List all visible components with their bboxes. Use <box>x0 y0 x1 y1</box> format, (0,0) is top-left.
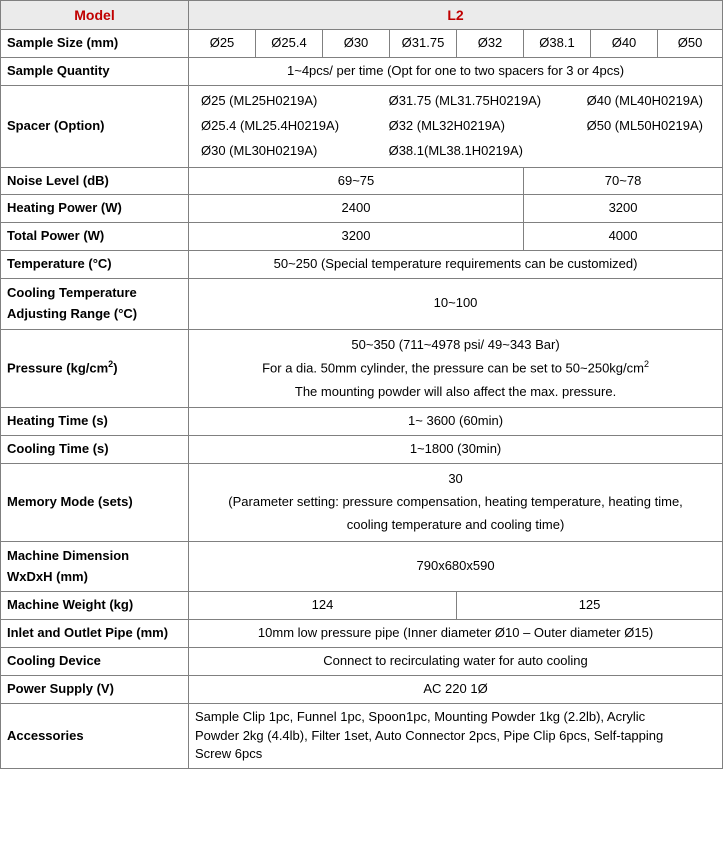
machine-dimension-label <box>1 541 189 592</box>
spacer-label: Spacer (Option) <box>1 85 189 167</box>
spacer-item-3: Ø30 (ML30H0219A) <box>201 142 318 158</box>
memory-mode-value-cell <box>189 464 723 542</box>
total-power-label: Total Power (W) <box>1 223 189 251</box>
pressure-line-2-superscript: 2 <box>643 359 649 370</box>
model-value: L2 <box>189 1 723 30</box>
cooling-temperature-label-line2: Adjusting Range (°C) <box>7 305 138 321</box>
inlet-outlet-pipe-label: Inlet and Outlet Pipe (mm) <box>1 620 189 648</box>
table-row-spacer <box>1 85 723 167</box>
table-row-power-supply <box>1 675 723 703</box>
table-row-sample-quantity <box>1 58 723 86</box>
spacer-item-7: Ø40 (ML40H0219A) <box>586 92 703 108</box>
heating-time-label: Heating Time (s) <box>1 408 189 436</box>
sample-size-value-2: Ø25.4 <box>256 30 323 58</box>
temperature-value: 50~250 (Special temperature requirements can be customized) <box>189 251 723 279</box>
noise-level-value-left: 69~75 <box>189 167 524 195</box>
sample-quantity-label: Sample Quantity <box>1 58 189 86</box>
heating-power-value-left: 2400 <box>189 195 524 223</box>
cooling-time-label: Cooling Time (s) <box>1 436 189 464</box>
sample-size-value-6: Ø38.1 <box>524 30 591 58</box>
machine-dimension-label-line2: WxDxH (mm) <box>7 568 88 584</box>
table-row-cooling-device <box>1 648 723 676</box>
table-row-heating-time <box>1 408 723 436</box>
spacer-item-8: Ø50 (ML50H0219A) <box>586 117 703 133</box>
accessories-label: Accessories <box>1 703 189 769</box>
machine-weight-label: Machine Weight (kg) <box>1 592 189 620</box>
sample-size-value-8: Ø50 <box>658 30 723 58</box>
sample-size-value-3: Ø30 <box>323 30 390 58</box>
pressure-label-prefix: Pressure (kg/cm <box>7 360 109 376</box>
model-label: Model <box>1 1 189 30</box>
sample-size-value-5: Ø32 <box>457 30 524 58</box>
pressure-line-3: The mounting powder will also affect the max. pressure. <box>294 383 617 399</box>
table-row-cooling-temperature <box>1 278 723 329</box>
table-row-memory-mode <box>1 464 723 542</box>
total-power-value-right: 4000 <box>524 223 723 251</box>
accessories-line-3: Screw 6pcs <box>195 746 263 762</box>
power-supply-label: Power Supply (V) <box>1 675 189 703</box>
pressure-label-superscript: 2 <box>108 359 114 370</box>
sample-size-value-4: Ø31.75 <box>390 30 457 58</box>
sample-size-label: Sample Size (mm) <box>1 30 189 58</box>
memory-mode-line-1: 30 <box>448 471 463 487</box>
sample-size-value-7: Ø40 <box>591 30 658 58</box>
power-supply-value: AC 220 1Ø <box>189 675 723 703</box>
accessories-line-1: Sample Clip 1pc, Funnel 1pc, Spoon1pc, Mounting Powder 1kg (2.2lb), Acrylic <box>195 708 646 724</box>
pressure-line-1: 50~350 (711~4978 psi/ 49~343 Bar) <box>351 336 560 352</box>
inlet-outlet-pipe-value: 10mm low pressure pipe (Inner diameter Ø10 – Outer diameter Ø15) <box>189 620 723 648</box>
pressure-value-cell <box>189 329 723 408</box>
memory-mode-line-2: (Parameter setting: pressure compensation, heating temperature, heating time, <box>228 493 683 509</box>
pressure-label-suffix: ) <box>113 360 118 376</box>
heating-power-label: Heating Power (W) <box>1 195 189 223</box>
table-row-sample-size <box>1 30 723 58</box>
table-row-temperature <box>1 251 723 279</box>
temperature-label: Temperature (°C) <box>1 251 189 279</box>
machine-dimension-label-line1: Machine Dimension <box>7 547 130 563</box>
machine-dimension-value: 790x680x590 <box>189 541 723 592</box>
pressure-label <box>1 329 189 408</box>
memory-mode-label: Memory Mode (sets) <box>1 464 189 542</box>
table-row-accessories <box>1 703 723 769</box>
cooling-temperature-label <box>1 278 189 329</box>
machine-weight-value-left: 124 <box>189 592 457 620</box>
noise-level-label: Noise Level (dB) <box>1 167 189 195</box>
memory-mode-line-3: cooling temperature and cooling time) <box>346 516 565 532</box>
pressure-line-2 <box>195 356 716 380</box>
table-row-total-power <box>1 223 723 251</box>
table-row-inlet-outlet-pipe <box>1 620 723 648</box>
cooling-device-label: Cooling Device <box>1 648 189 676</box>
accessories-value-cell <box>189 703 723 769</box>
cooling-temperature-label-line1: Cooling Temperature <box>7 284 137 300</box>
heating-time-value: 1~ 3600 (60min) <box>189 408 723 436</box>
pressure-line-2-text: For a dia. 50mm cylinder, the pressure can be set to 50~250kg/cm <box>262 360 644 376</box>
spacer-item-4: Ø31.75 (ML31.75H0219A) <box>388 92 542 108</box>
noise-level-value-right: 70~78 <box>524 167 723 195</box>
spacer-item-2: Ø25.4 (ML25.4H0219A) <box>201 117 340 133</box>
machine-weight-value-right: 125 <box>457 592 723 620</box>
sample-size-value-1: Ø25 <box>189 30 256 58</box>
spacer-item-6: Ø38.1(ML38.1H0219A) <box>388 142 524 158</box>
heating-power-value-right: 3200 <box>524 195 723 223</box>
sample-quantity-value: 1~4pcs/ per time (Opt for one to two spacers for 3 or 4pcs) <box>189 58 723 86</box>
spacer-item-1: Ø25 (ML25H0219A) <box>201 92 318 108</box>
total-power-value-left: 3200 <box>189 223 524 251</box>
table-row-pressure <box>1 329 723 408</box>
cooling-time-value: 1~1800 (30min) <box>189 436 723 464</box>
table-row-model <box>1 1 723 30</box>
table-row-machine-weight <box>1 592 723 620</box>
spacer-value-cell <box>189 85 723 167</box>
table-row-machine-dimension <box>1 541 723 592</box>
accessories-line-2: Powder 2kg (4.4lb), Filter 1set, Auto Connector 2pcs, Pipe Clip 6pcs, Self-tapping <box>195 727 664 743</box>
cooling-temperature-value: 10~100 <box>189 278 723 329</box>
table-row-heating-power <box>1 195 723 223</box>
spacer-item-5: Ø32 (ML32H0219A) <box>388 117 505 133</box>
cooling-device-value: Connect to recirculating water for auto cooling <box>189 648 723 676</box>
table-row-noise-level <box>1 167 723 195</box>
table-row-cooling-time <box>1 436 723 464</box>
